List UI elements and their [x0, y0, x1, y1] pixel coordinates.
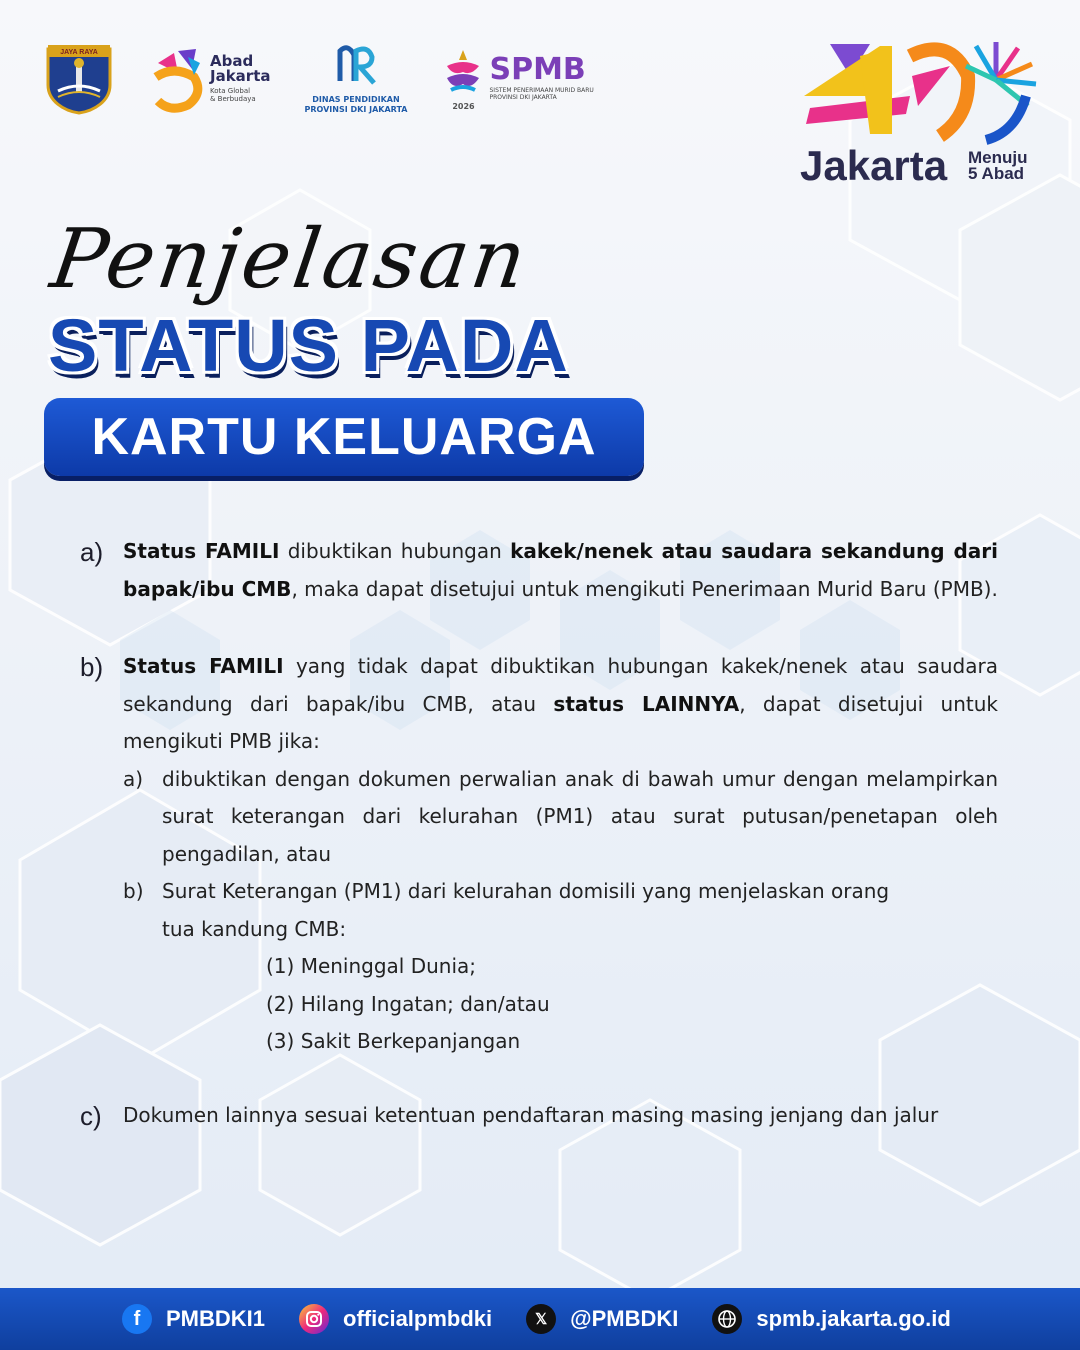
- x-label: @PMBDKI: [570, 1306, 679, 1331]
- item-a-marker: a): [80, 537, 104, 567]
- item-b-marker: b): [80, 652, 104, 682]
- item-b-bold-1: Status FAMILI: [123, 654, 284, 678]
- spmb-emblem-icon: [441, 46, 485, 102]
- sub-item-b-line-1: Surat Keterangan (PM1) dari kelurahan domisili yang menjelaskan orang: [162, 879, 890, 903]
- list-item: (2) Hilang Ingatan; dan/atau: [266, 991, 550, 1016]
- abad-title: Abad: [210, 51, 254, 70]
- sub-item-b-marker: b): [123, 879, 144, 903]
- spmb-sub-2: PROVINSI DKI JAKARTA: [489, 94, 557, 101]
- sub-item-a: [80, 761, 998, 874]
- abad-title-2: Jakarta: [210, 66, 271, 85]
- social-x[interactable]: [526, 1304, 678, 1334]
- list-item: (3) Sakit Berkepanjangan: [266, 1029, 521, 1053]
- instagram-label: officialpmbdki: [343, 1306, 493, 1331]
- dinas-line-2: PROVINSI DKI JAKARTA: [304, 105, 408, 114]
- item-c: [80, 1097, 998, 1135]
- abad-jakarta-logo: [148, 43, 271, 113]
- script-title: Penjelasan: [45, 212, 535, 307]
- sub-item-b: [80, 873, 998, 1061]
- list-item: (1) Meninggal Dunia;: [266, 954, 477, 978]
- content: [80, 533, 998, 1134]
- social-web[interactable]: [712, 1304, 950, 1334]
- crest-text: JAYA RAYA: [60, 49, 98, 56]
- social-instagram[interactable]: [299, 1304, 492, 1334]
- abad-sub-2: & Berbudaya: [210, 94, 256, 103]
- item-a-text-2: , maka dapat disetujui untuk mengikuti Penerimaan Murid Baru (PMB).: [291, 576, 998, 601]
- item-b-text-1: yang tidak dapat dibuktikan hubungan kakek/nenek atau saudara sekandung dari bapak/ibu CMB, atau: [123, 654, 998, 716]
- abad-sub-1: Kota Global: [210, 86, 251, 95]
- item-a-bold-2: kakek/nenek atau saudara sekandung dari bapak/ibu CMB: [123, 539, 998, 601]
- main-title: STATUS PADA: [48, 304, 569, 387]
- logo-row: [44, 38, 628, 118]
- social-facebook[interactable]: [122, 1304, 265, 1334]
- dinas-pendidikan-icon: [328, 41, 384, 91]
- sub-item-b-line-2: tua kandung CMB:: [162, 916, 347, 941]
- instagram-icon: [299, 1304, 329, 1334]
- jakarta-499-logo: [800, 36, 1040, 189]
- jakarta-side-2: 5 Abad: [968, 164, 1025, 183]
- item-b-bold-2: status LAINNYA: [553, 691, 740, 716]
- item-c-marker: c): [80, 1100, 102, 1131]
- item-a-text: [123, 533, 998, 608]
- sub-item-a-marker: a): [123, 766, 144, 791]
- item-b-text-2: , dapat disetujui untuk mengikuti PMB jika:: [123, 691, 998, 753]
- globe-icon: [712, 1304, 742, 1334]
- jakarta-crest-icon: [44, 41, 114, 115]
- item-a-text-1: dibuktikan hubungan: [279, 539, 511, 563]
- item-b: [80, 648, 998, 1061]
- web-label: spmb.jakarta.go.id: [756, 1306, 951, 1331]
- item-a: [80, 533, 998, 608]
- banner-text: KARTU KELUARGA: [91, 408, 597, 466]
- item-b-text: [123, 648, 998, 761]
- spmb-logo: [441, 46, 593, 111]
- sub-item-a-text: dibuktikan dengan dokumen perwalian anak di bawah umur dengan melampirkan surat keterangan dari kelurahan (PM1) atau surat putusan/penetapan oleh pengadilan, atau: [162, 766, 998, 866]
- dinas-pendidikan-logo: [305, 41, 408, 115]
- facebook-icon: f: [122, 1304, 152, 1334]
- jakarta-word: Jakarta: [800, 142, 948, 189]
- jakarta-side: [968, 150, 1028, 182]
- facebook-label: PMBDKI1: [166, 1306, 266, 1331]
- dinas-line-1: DINAS PENDIDIKAN: [312, 95, 400, 104]
- jakarta-499-icon: [800, 36, 1040, 146]
- jakarta-side-1: Menuju: [968, 148, 1028, 167]
- jakarta-crest-logo: [44, 41, 114, 115]
- item-a-bold-1: Status FAMILI: [123, 539, 280, 563]
- item-c-text: Dokumen lainnya sesuai ketentuan pendaftaran masing masing jenjang dan jalur: [123, 1102, 939, 1127]
- title-banner: [44, 398, 644, 476]
- abad-5-icon: [148, 43, 206, 113]
- spmb-sub-1: SISTEM PENERIMAAN MURID BARU: [489, 87, 594, 94]
- footer-bar: [0, 1288, 1080, 1350]
- condition-list: [162, 948, 998, 1061]
- spmb-word: SPMB: [489, 52, 586, 87]
- spmb-year: 2026: [452, 101, 475, 111]
- x-icon: 𝕏: [526, 1304, 556, 1334]
